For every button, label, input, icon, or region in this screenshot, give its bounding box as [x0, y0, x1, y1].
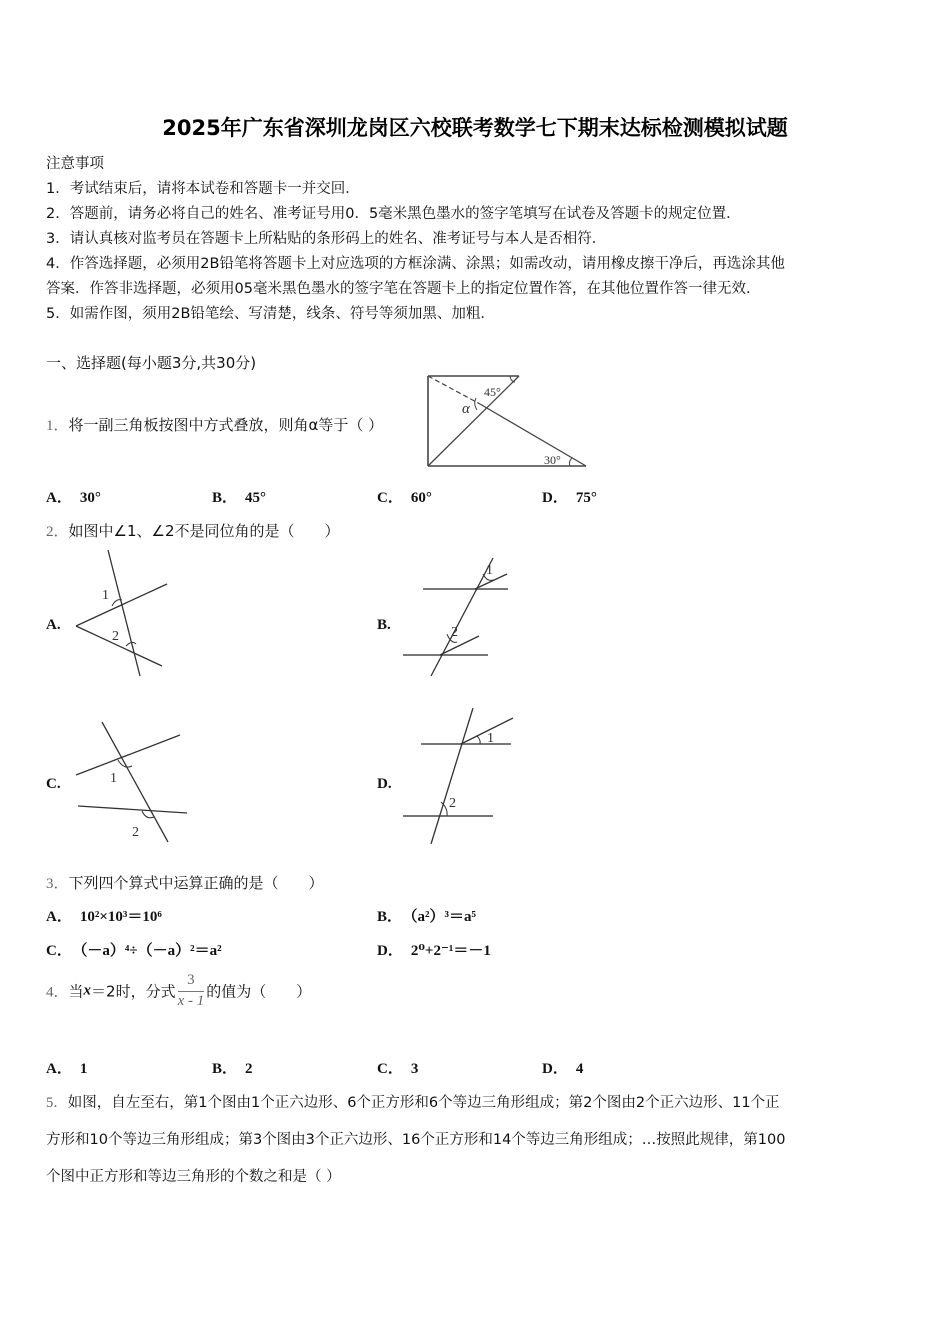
angle-1-label: 1: [110, 771, 117, 786]
question-text: 下列四个算式中运算正确的是（ ）: [68, 874, 324, 892]
angle-alpha-label: α: [462, 401, 470, 417]
question-number: 1．: [46, 418, 69, 434]
angle-1-label: 1: [102, 588, 109, 603]
note-item-4: 4．作答选择题，必须用2B铅笔将答题卡上对应选项的方框涂满、涂黑；如需改动，请用橡皮擦干净后，再选涂其他: [46, 256, 785, 272]
angle-2-label: 2: [132, 825, 139, 840]
angle-2-label: 2: [451, 625, 458, 640]
angle-2-label: 2: [449, 796, 456, 811]
page-title: 2025年广东省深圳龙岗区六校联考数学七下期末达标检测模拟试题: [162, 116, 788, 140]
question-3: [46, 872, 324, 893]
q1-option-c[interactable]: C． 60°: [377, 490, 432, 506]
q2-option-c[interactable]: C.: [46, 776, 61, 792]
q4-option-a[interactable]: A． 1: [46, 1061, 88, 1077]
q2-figure-a: [70, 550, 170, 678]
question-text-line-3: 个图中正方形和等边三角形的个数之和是（ ）: [46, 1169, 341, 1185]
note-item-1: 1．考试结束后，请将本试卷和答题卡一并交回．: [46, 181, 360, 197]
q4-option-b[interactable]: B． 2: [212, 1061, 253, 1077]
question-number: 4．: [46, 984, 69, 1001]
question-text: 如图中∠1、∠2不是同位角的是（ ）: [68, 522, 340, 540]
angle-1-label: 1: [487, 731, 494, 746]
angle-45-label: 45°: [484, 385, 501, 399]
q2-figure-c: [72, 720, 192, 845]
angle-2-label: 2: [112, 629, 119, 644]
question-number: 5．: [46, 1095, 68, 1111]
question-text: 将一副三角板按图中方式叠放，则角α等于（ ）: [68, 416, 384, 434]
question-1: [46, 414, 383, 435]
q3-option-d[interactable]: D． 2⁰+2⁻¹＝－1: [377, 943, 491, 959]
q1-option-b[interactable]: B． 45°: [212, 490, 267, 506]
question-number: 3．: [46, 876, 69, 892]
q2-figure-d: [403, 708, 518, 848]
question-2: [46, 520, 340, 541]
question-text-line-2: 方形和10个等边三角形组成；第3个图由3个正六边形、16个正方形和14个等边三角形组成；…按照此规律，第100: [46, 1132, 786, 1148]
triangle-rulers-figure: [420, 370, 595, 470]
question-4: 4．当x＝2时，分式 $\frac{3}{x - 1}$ 的值为（ ）: [46, 972, 312, 1009]
question-5: [46, 1091, 780, 1112]
q2-option-b[interactable]: B.: [377, 617, 391, 633]
section-heading: 一、选择题(每小题3分,共30分): [46, 354, 257, 372]
note-item-3: 3．请认真核对监考员在答题卡上所粘贴的条形码上的姓名、准考证号与本人是否相符．: [46, 231, 607, 247]
angle-1-label: 1: [486, 563, 493, 578]
q4-option-d[interactable]: D． 4: [542, 1061, 584, 1077]
q3-option-b[interactable]: B． （a²）³＝a⁵: [377, 909, 477, 925]
q3-option-a[interactable]: A． 10²×10³＝10⁶: [46, 909, 162, 925]
note-item-2: 2．答题前，请务必将自己的姓名、准考证号用0．5毫米黑色墨水的签字笔填写在试卷及答题卡的规定位置．: [46, 206, 741, 222]
note-item-5: 5．如需作图，须用2B铅笔绘、写清楚，线条、符号等须加黑、加粗．: [46, 306, 495, 322]
note-item-4-cont: 答案．作答非选择题，必须用05毫米黑色墨水的签字笔在答题卡上的指定位置作答，在其他位置作答一律无效．: [46, 281, 761, 297]
q3-option-c[interactable]: C． （－a）⁴÷（－a）²＝a²: [46, 943, 222, 959]
fraction: $\frac{3}{x - 1}$: [177, 972, 205, 1009]
notes-heading: 注意事项: [46, 156, 104, 172]
q2-figure-b: [403, 558, 513, 680]
angle-30-label: 30°: [544, 453, 561, 467]
q1-option-a[interactable]: A． 30°: [46, 490, 101, 506]
q2-option-d[interactable]: D.: [377, 776, 392, 792]
q2-option-a[interactable]: A.: [46, 617, 61, 633]
question-number: 2．: [46, 524, 69, 540]
question-text-line-1: 如图，自左至右，第1个图由1个正六边形、6个正方形和6个等边三角形组成；第2个图由2个正六边形、11个正: [67, 1095, 780, 1111]
q1-option-d[interactable]: D． 75°: [542, 490, 597, 506]
q4-option-c[interactable]: C． 3: [377, 1061, 419, 1077]
